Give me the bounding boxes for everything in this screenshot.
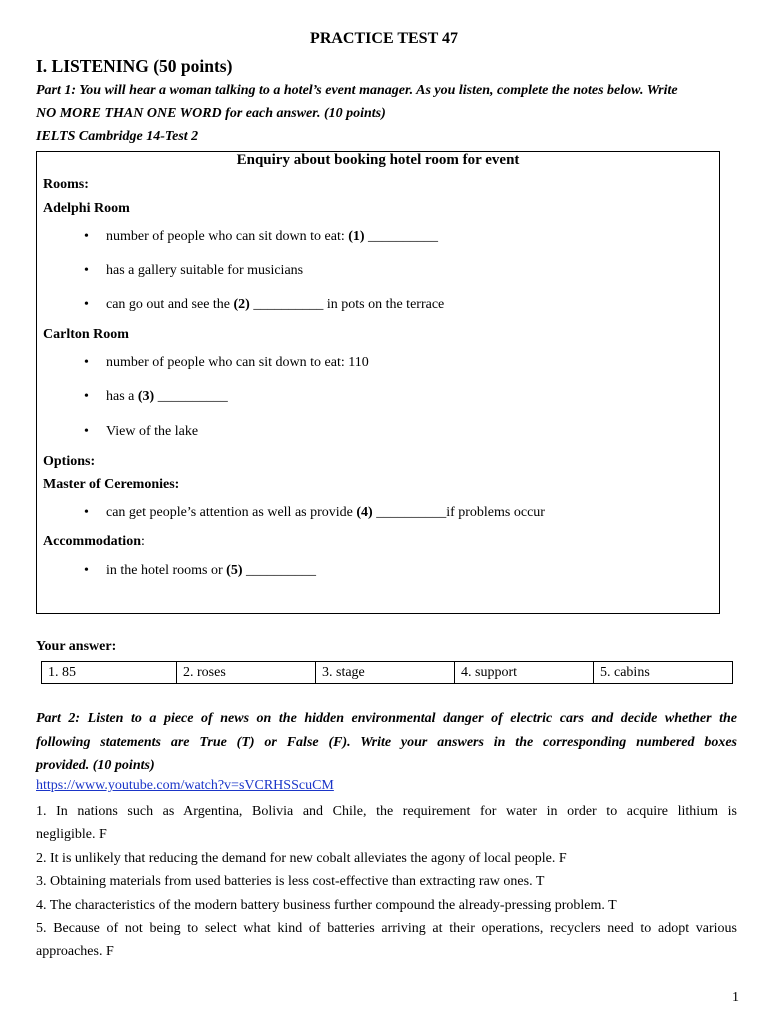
- part2-instruction-line3: provided. (10 points): [36, 758, 155, 773]
- question-number: (2): [233, 297, 250, 312]
- statement-2: 2. It is unlikely that reducing the demand for new cobalt alleviates the agony of local people. F: [36, 851, 567, 866]
- list-item: • can get people’s attention as well as provide (4) __________if problems occur: [84, 505, 545, 520]
- answer-blank: __________: [364, 229, 439, 244]
- answer-cell-4: 4. support: [455, 662, 594, 684]
- bullet-icon: •: [84, 424, 89, 439]
- bullet-icon: •: [84, 389, 89, 404]
- statement-3: 3. Obtaining materials from used batteries is less cost-effective than extracting raw ones. T: [36, 874, 545, 889]
- statement-5-line2: approaches. F: [36, 944, 114, 959]
- bullet-icon: •: [84, 229, 89, 244]
- answer-cell-3: 3. stage: [316, 662, 455, 684]
- statement-1-line1: 1. In nations such as Argentina, Bolivia and Chile, the requirement for water in order to acquire lithium is: [36, 804, 737, 819]
- list-item: • has a (3) __________: [84, 389, 228, 404]
- part1-instruction-line1: Part 1: You will hear a woman talking to a hotel’s event manager. As you listen, complete the notes below. Write: [36, 83, 678, 98]
- question-number: (4): [356, 505, 373, 520]
- master-of-ceremonies-label: Master of Ceremonies:: [43, 477, 180, 492]
- bullet-icon: •: [84, 505, 89, 520]
- list-item: • has a gallery suitable for musicians: [84, 263, 304, 278]
- youtube-link[interactable]: https://www.youtube.com/watch?v=sVCRHSScuCM: [36, 778, 334, 793]
- part2-instruction-line1: Part 2: Listen to a piece of news on the hidden environmental danger of electric cars and decide whether the: [36, 711, 737, 726]
- carlton-room-label: Carlton Room: [43, 327, 129, 342]
- question-number: (1): [348, 229, 365, 244]
- bullet-icon: •: [84, 355, 89, 370]
- question-number: (5): [226, 563, 243, 578]
- answer-cell-2: 2. roses: [177, 662, 316, 684]
- answer-table: [41, 661, 733, 684]
- answer-blank: __________: [242, 563, 316, 578]
- part1-source: IELTS Cambridge 14-Test 2: [36, 129, 199, 144]
- question-number: (3): [137, 389, 155, 404]
- your-answer-label: Your answer:: [36, 639, 117, 654]
- section-heading: I. LISTENING (50 points): [36, 56, 233, 76]
- page-number: 1: [732, 990, 739, 1005]
- list-item: • number of people who can sit down to eat: 110: [84, 355, 369, 370]
- part2-instruction-line2: following statements are True (T) or False (F). Write your answers in the corresponding numbered boxes: [36, 735, 737, 750]
- bullet-icon: •: [84, 563, 89, 578]
- part1-instruction-line2: NO MORE THAN ONE WORD for each answer. (10 points): [36, 106, 386, 121]
- accommodation-label: Accommodation:: [43, 534, 145, 549]
- table-row: [42, 662, 733, 684]
- statement-1-line2: negligible. F: [36, 827, 107, 842]
- rooms-label: Rooms:: [43, 177, 89, 192]
- list-item: • View of the lake: [84, 424, 199, 439]
- list-item: • in the hotel rooms or (5) __________: [84, 563, 316, 578]
- answer-cell-5: 5. cabins: [594, 662, 733, 684]
- bullet-icon: •: [84, 263, 89, 278]
- list-item: • can go out and see the (2) __________ in pots on the terrace: [84, 297, 445, 312]
- answer-cell-1: 1. 85: [42, 662, 177, 684]
- statement-5-line1: 5. Because of not being to select what kind of batteries arriving at their operations, recyclers need to adopt various: [36, 921, 737, 936]
- answer-blank: __________: [154, 389, 228, 404]
- adelphi-room-label: Adelphi Room: [43, 201, 130, 216]
- notes-title: Enquiry about booking hotel room for event: [236, 152, 520, 168]
- bullet-icon: •: [84, 297, 89, 312]
- page-title: PRACTICE TEST 47: [310, 30, 458, 47]
- options-label: Options:: [43, 454, 96, 469]
- list-item: • number of people who can sit down to eat: (1) __________: [84, 229, 439, 244]
- statement-4: 4. The characteristics of the modern battery business further compound the already-pressing problem. T: [36, 898, 617, 913]
